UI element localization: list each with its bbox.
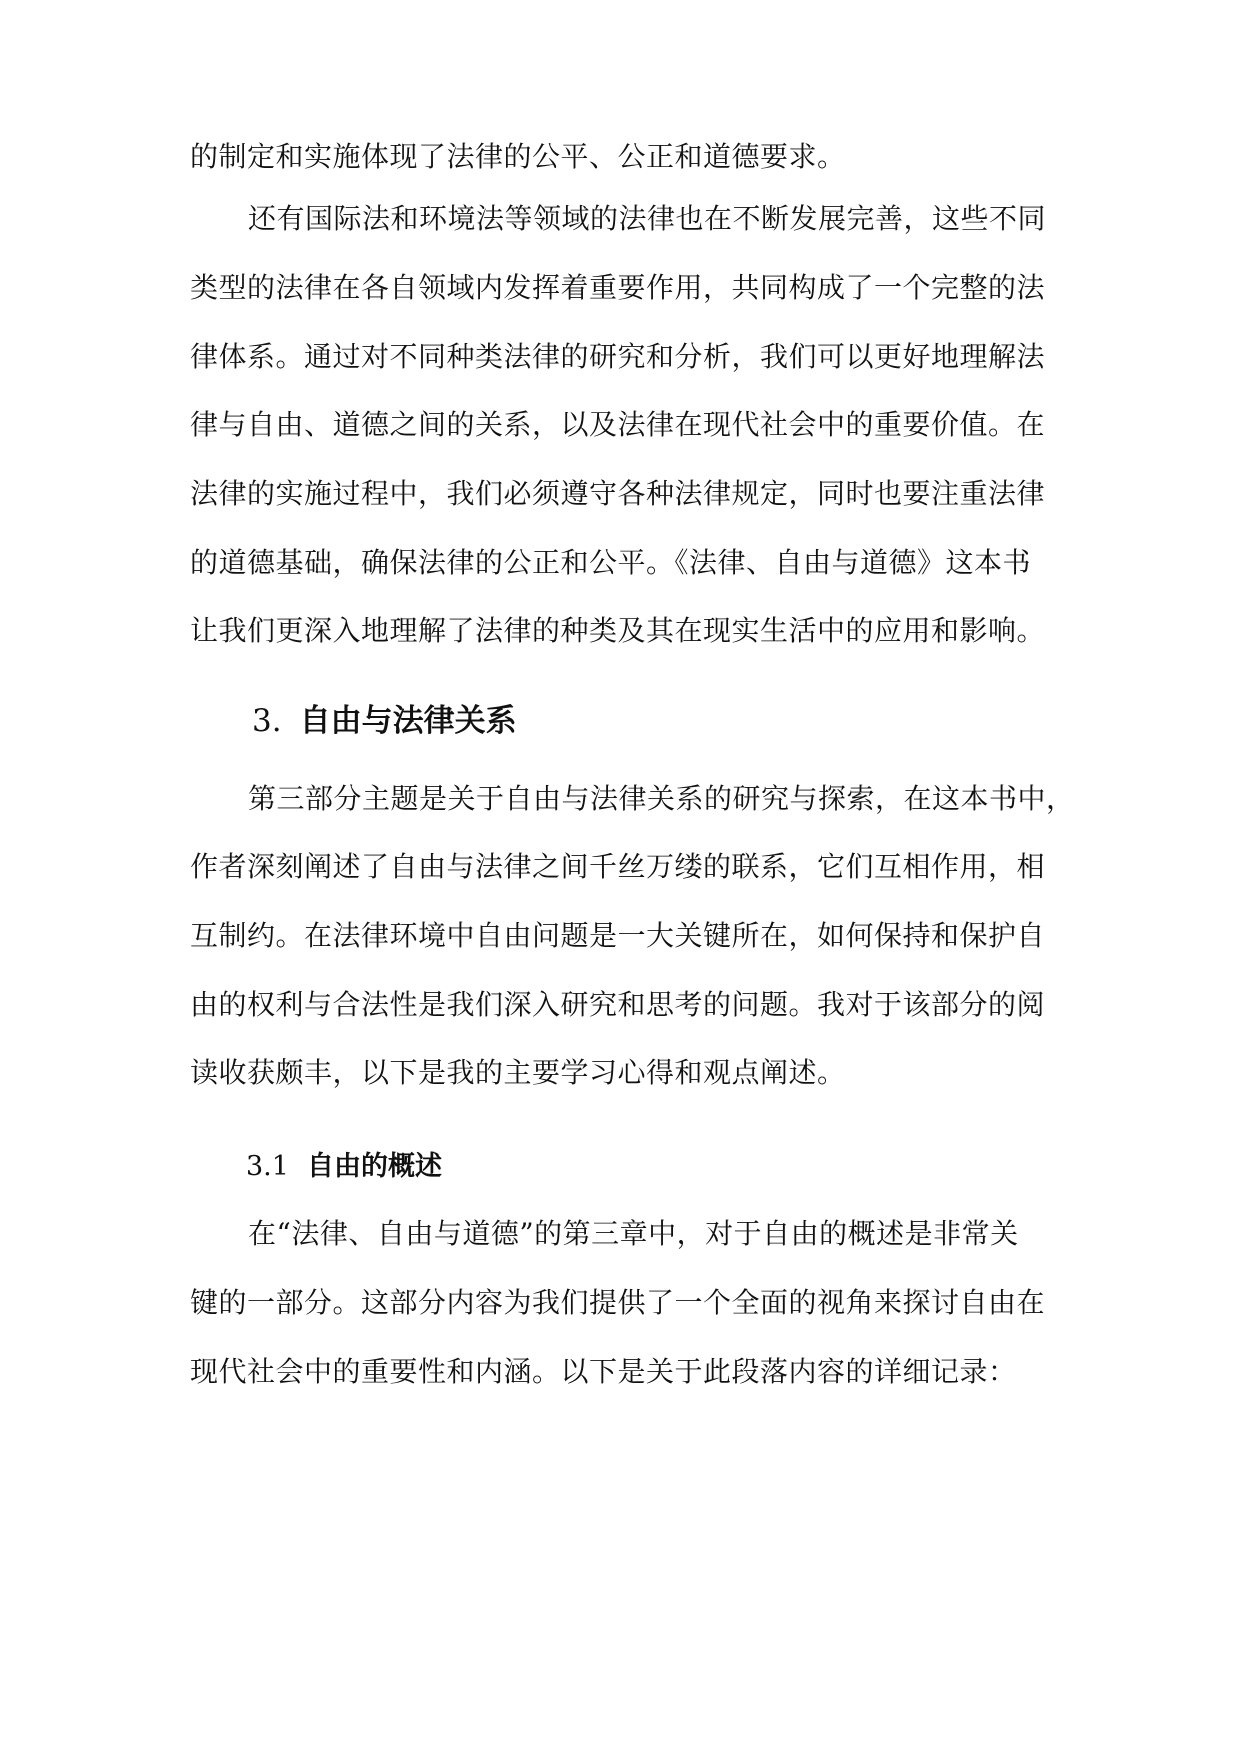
paragraph-2-line-1: 还有国际法和环境法等领域的法律也在不断发展完善，这些不同 (248, 202, 1047, 235)
paragraph-2-line-6: 的道德基础，确保法律的公正和公平。《法律、自由与道德》这本书 (190, 546, 1032, 579)
paragraph-4-line-2: 键的一部分。这部分内容为我们提供了一个全面的视角来探讨自由在 (190, 1286, 1046, 1319)
paragraph-2-line-5: 法律的实施过程中，我们必须遵守各种法律规定，同时也要注重法律 (190, 477, 1046, 510)
paragraph-4-line-3: 现代社会中的重要性和内涵。以下是关于此段落内容的详细记录： (190, 1355, 1017, 1388)
paragraph-4-line-1: 在“法律、自由与道德”的第三章中，对于自由的概述是非常关 (248, 1217, 1019, 1250)
section-3-heading (252, 699, 517, 743)
section-3-title: 自由与法律关系 (299, 703, 517, 739)
section-3-1-number: 3.1 (246, 1151, 289, 1182)
paragraph-3-line-4: 由的权利与合法性是我们深入研究和思考的问题。我对于该部分的阅 (190, 988, 1046, 1021)
section-3-1-title: 自由的概述 (306, 1151, 442, 1182)
section-3-number: 3. (252, 703, 282, 739)
paragraph-2-line-7: 让我们更深入地理解了法律的种类及其在现实生活中的应用和影响。 (190, 614, 1046, 647)
paragraph-3-line-2: 作者深刻阐述了自由与法律之间千丝万缕的联系，它们互相作用，相 (190, 850, 1046, 883)
paragraph-1-line-1: 的制定和实施体现了法律的公平、公正和道德要求。 (190, 140, 846, 173)
paragraph-3-line-3: 互制约。在法律环境中自由问题是一大关键所在，如何保持和保护自 (190, 919, 1046, 952)
paragraph-2-line-2: 类型的法律在各自领域内发挥着重要作用，共同构成了一个完整的法 (190, 271, 1046, 304)
section-3-1-heading (246, 1147, 442, 1187)
paragraph-3-line-1: 第三部分主题是关于自由与法律关系的研究与探索，在这本书中， (248, 782, 1075, 815)
paragraph-3-line-5: 读收获颇丰，以下是我的主要学习心得和观点阐述。 (190, 1056, 846, 1089)
paragraph-2-line-3: 律体系。通过对不同种类法律的研究和分析，我们可以更好地理解法 (190, 340, 1046, 373)
paragraph-2-line-4: 律与自由、道德之间的关系，以及法律在现代社会中的重要价值。在 (190, 408, 1046, 441)
